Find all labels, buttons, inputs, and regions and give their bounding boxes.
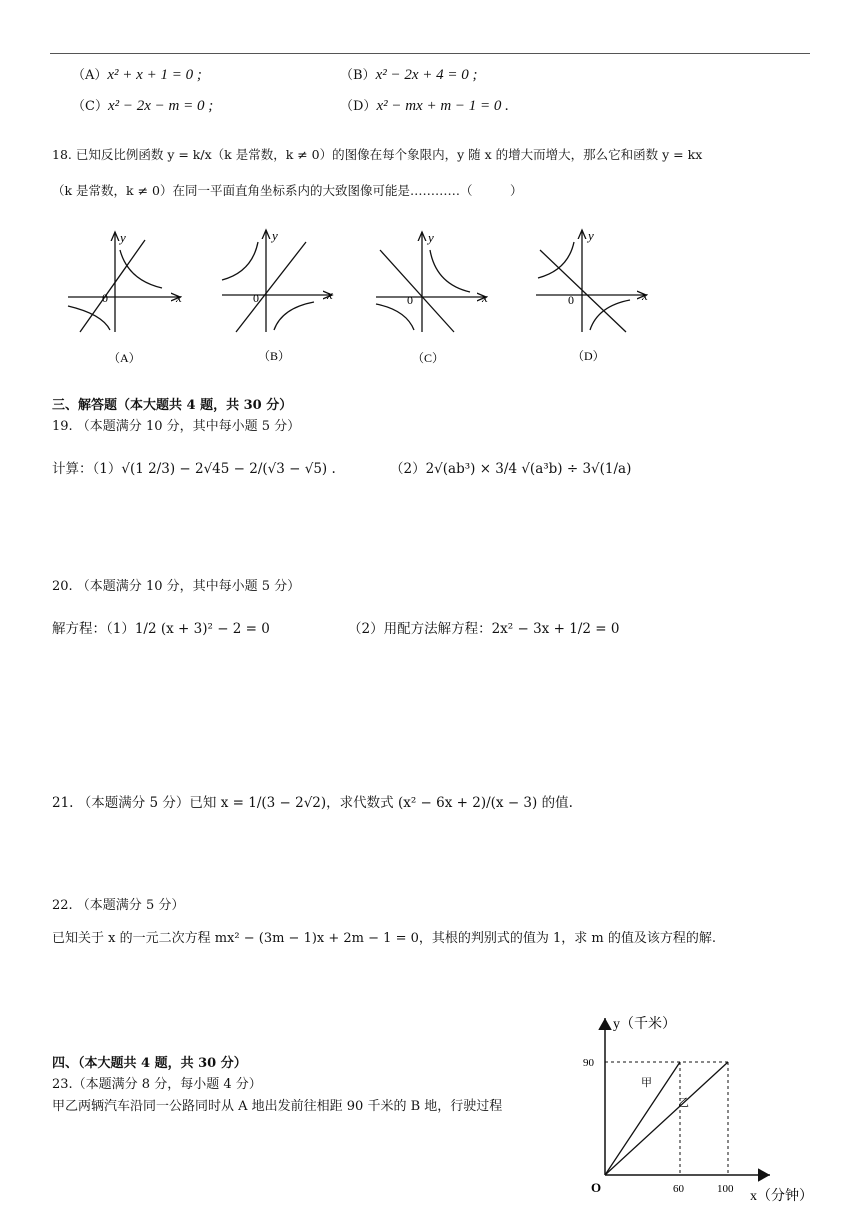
top-rule (50, 53, 810, 54)
q23-y-tick-90: 90 (583, 1057, 594, 1069)
q23-x-tick-60: 60 (673, 1183, 684, 1195)
option-label: （B） (340, 68, 376, 83)
q23-graph (575, 1010, 855, 1215)
graph-b-line (236, 242, 306, 332)
option-equation: x² − 2x − m = 0 ; (107, 98, 214, 114)
graph-a-y: y (120, 230, 126, 245)
graph-c (376, 230, 488, 365)
q19-part2: （2）2√(ab³) × 3/4 √(a³b) ÷ 3√(1/a) (390, 461, 632, 477)
q20-part2: （2）用配方法解方程：2x² − 3x + 1/2 = 0 (348, 621, 620, 637)
graph-d-curve2 (590, 300, 630, 330)
q20-header: 20. （本题满分 10 分，其中每小题 5 分） (52, 579, 301, 594)
q23-line-yi (605, 1062, 728, 1175)
q22-header: 22. （本题满分 5 分） (52, 898, 185, 913)
graph-c-curve2 (376, 304, 414, 330)
graph-c-curve1 (430, 250, 470, 292)
q18-graphs (50, 220, 670, 370)
graph-a-origin: 0 (102, 291, 108, 305)
q21: 21. （本题满分 5 分）已知 x = 1/(3 − 2√2)，求代数式 (x² − 6x + 2)/(x − 3) 的值. (52, 795, 573, 811)
graph-a (68, 230, 182, 365)
option-label: （D） (340, 99, 377, 114)
graph-d-x: x (642, 288, 648, 303)
q23-x-label: x（分钟） (750, 1189, 813, 1204)
graph-a-label: （A） (108, 351, 141, 365)
graph-a-curve2 (68, 306, 110, 330)
graph-d-y: y (588, 228, 594, 243)
section3-title: 三、解答题（本大题共 4 题，共 30 分） (52, 398, 293, 413)
q18-line2: （k 是常数，k ≠ 0）在同一平面直角坐标系内的大致图像可能是…………（ ） (52, 183, 523, 198)
q20-part1: 解方程：（1）1/2 (x + 3)² − 2 = 0 (52, 621, 270, 637)
q19-header: 19. （本题满分 10 分，其中每小题 5 分） (52, 419, 301, 434)
graph-d-line (540, 250, 626, 332)
graph-c-origin: 0 (407, 293, 413, 307)
q23-label-yi: 乙 (678, 1097, 689, 1109)
graph-d-curve1 (538, 242, 574, 278)
graph-b-origin: 0 (253, 291, 259, 305)
q23-label-jia: 甲 (641, 1077, 652, 1089)
graph-b-label: （B） (258, 349, 291, 363)
q18-line1: 18. 已知反比例函数 y = k/x（k 是常数，k ≠ 0）的图像在每个象限内，y 随 x 的增大而增大，那么它和函数 y = kx (52, 147, 703, 162)
option-label: （A） (72, 68, 108, 83)
graph-b-curve1 (222, 242, 258, 280)
q23-header: 23.（本题满分 8 分，每小题 4 分） (52, 1077, 262, 1092)
section4-title: 四、（本大题共 4 题，共 30 分） (52, 1056, 247, 1071)
q17-option-a (72, 66, 202, 85)
graph-d-label: （D） (572, 349, 605, 363)
q19-part1: 计算：（1）√(1 2/3) − 2√45 − 2/(√3 − √5) . (52, 461, 336, 477)
graph-d-origin: 0 (568, 293, 574, 307)
option-equation: x² − mx + m − 1 = 0 . (376, 98, 509, 114)
q23-y-label: y（千米） (613, 1017, 676, 1032)
graph-d (536, 228, 648, 363)
option-equation: x² − 2x + 4 = 0 ; (375, 67, 478, 83)
graph-a-x: x (176, 290, 182, 305)
q17-option-b (340, 66, 478, 85)
graph-b (222, 228, 333, 363)
graph-c-x: x (482, 290, 488, 305)
q17-option-c (72, 97, 213, 116)
graph-c-y: y (428, 230, 434, 245)
graph-b-curve2 (274, 302, 314, 330)
option-equation: x² + x + 1 = 0 ; (107, 67, 202, 83)
graph-c-label: （C） (412, 351, 445, 365)
graph-b-y: y (272, 228, 278, 243)
q23-x-tick-100: 100 (717, 1183, 734, 1195)
q23-origin: O (591, 1180, 602, 1195)
graph-b-x: x (327, 287, 333, 302)
q17-option-d (340, 97, 509, 116)
graph-a-curve1 (120, 250, 162, 288)
q22-body: 已知关于 x 的一元二次方程 mx² − (3m − 1)x + 2m − 1 = 0，其根的判别式的值为 1，求 m 的值及该方程的解. (52, 931, 716, 946)
option-label: （C） (72, 99, 108, 114)
graph-c-line (380, 250, 454, 332)
graph-a-line (80, 240, 145, 332)
q23-body: 甲乙两辆汽车沿同一公路同时从 A 地出发前往相距 90 千米的 B 地，行驶过程 (52, 1099, 503, 1114)
